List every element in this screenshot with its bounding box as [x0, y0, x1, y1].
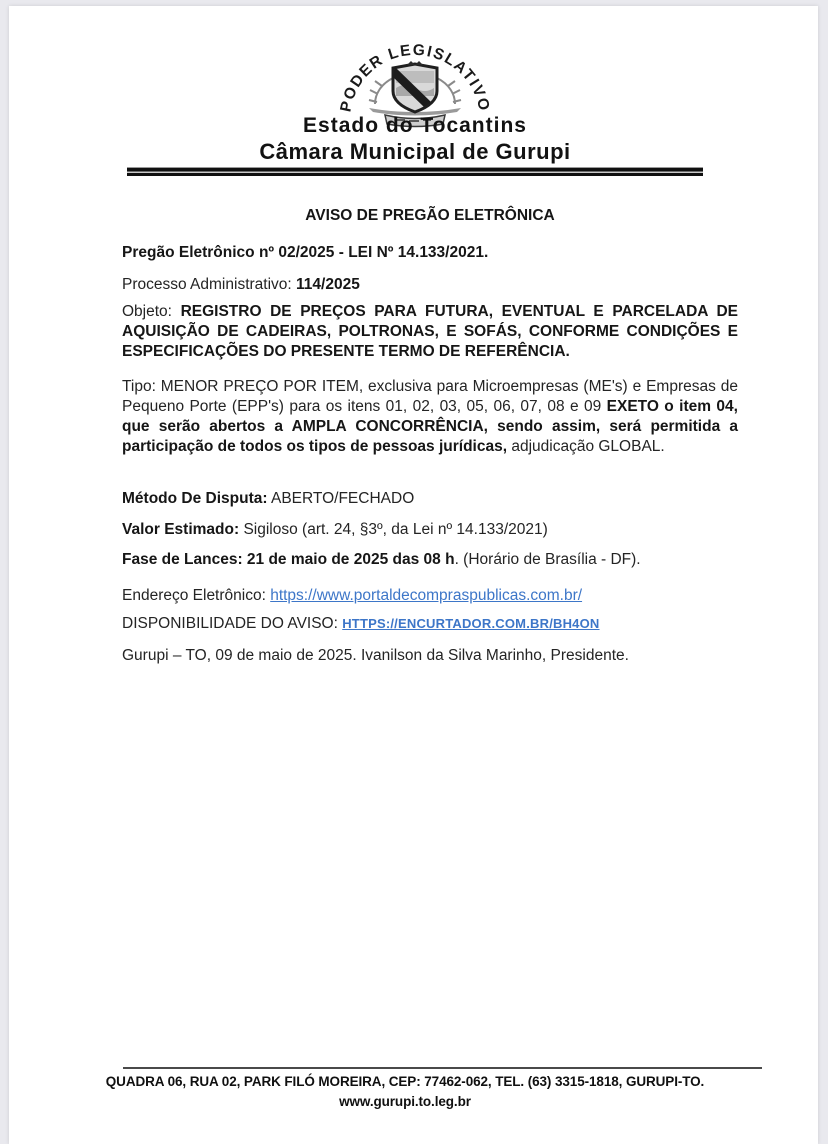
- processo-value: 114/2025: [296, 276, 360, 293]
- arc-text: PODER LEGISLATIVO: [337, 41, 493, 114]
- disponibilidade-label: DISPONIBILIDADE DO AVISO:: [122, 615, 343, 632]
- encurtador-link[interactable]: HTTPS://ENCURTADOR.COM.BR/BH4ON: [342, 616, 600, 631]
- valor-line: [122, 520, 738, 540]
- disponibilidade-line: [122, 614, 738, 634]
- tipo-text-2: adjudicação GLOBAL.: [507, 438, 665, 455]
- document-title: AVISO DE PREGÃO ELETRÔNICA: [305, 207, 555, 224]
- valor-value: Sigiloso (art. 24, §3º, da Lei nº 14.133/2021): [239, 521, 548, 538]
- tipo-paragraph: [122, 377, 738, 457]
- fase-value: . (Horário de Brasília - DF).: [454, 551, 641, 568]
- portal-compras-link[interactable]: https://www.portaldecompraspublicas.com.br/: [270, 587, 583, 604]
- metodo-value: ABERTO/FECHADO: [267, 490, 415, 507]
- org-state: Estado do Tocantins: [303, 114, 527, 137]
- document-page: [9, 6, 818, 1144]
- metodo-label: Método De Disputa:: [122, 490, 268, 507]
- processo-line: [122, 275, 738, 295]
- objeto-value: REGISTRO DE PREÇOS PARA FUTURA, EVENTUAL E PARCELADA DE AQUISIÇÃO DE CADEIRAS, POLTRONAS, E SOFÁS, CONFORME CONDIÇÕES E ESPECIFICAÇÕES DO PRESENTE TERMO DE REFERÊNCIA.: [122, 303, 739, 360]
- metodo-line: [122, 489, 738, 509]
- fase-line: [122, 550, 738, 570]
- pregao-number-line: Pregão Eletrônico nº 02/2025 - LEI Nº 14.133/2021.: [122, 244, 489, 261]
- date-signature-line: Gurupi – TO, 09 de maio de 2025. Ivanilson da Silva Marinho, Presidente.: [122, 647, 629, 664]
- endereco-line: [122, 586, 738, 606]
- footer-divider: [123, 1067, 762, 1069]
- footer: [45, 1072, 765, 1112]
- valor-label: Valor Estimado:: [122, 521, 240, 538]
- processo-label: Processo Administrativo:: [122, 276, 297, 293]
- header-divider: [127, 167, 703, 176]
- fase-label: Fase de Lances: 21 de maio de 2025 das 08 h: [122, 551, 455, 568]
- org-municipality: Câmara Municipal de Gurupi: [259, 139, 571, 164]
- endereco-label: Endereço Eletrônico:: [122, 587, 271, 604]
- tipo-text-bold: EXETO o item 04, que serão abertos a AMPLA CONCORRÊNCIA, sendo assim, será permitida a participação de todos os tipos de pessoas jurídicas,: [122, 398, 738, 455]
- tipo-text-1: Tipo: MENOR PREÇO POR ITEM, exclusiva para Microempresas (ME's) e Empresas de Pequeno Porte (EPP's) para os itens 01, 02, 03, 05, 06, 07, 08 e 09: [122, 378, 738, 415]
- footer-website: www.gurupi.to.leg.br: [339, 1094, 471, 1109]
- objeto-paragraph: [122, 302, 738, 362]
- objeto-label: Objeto:: [122, 303, 181, 320]
- footer-address: QUADRA 06, RUA 02, PARK FILÓ MOREIRA, CEP: 77462-062, TEL. (63) 3315-1818, GURUPI-TO.: [105, 1074, 705, 1089]
- shield: [393, 61, 437, 112]
